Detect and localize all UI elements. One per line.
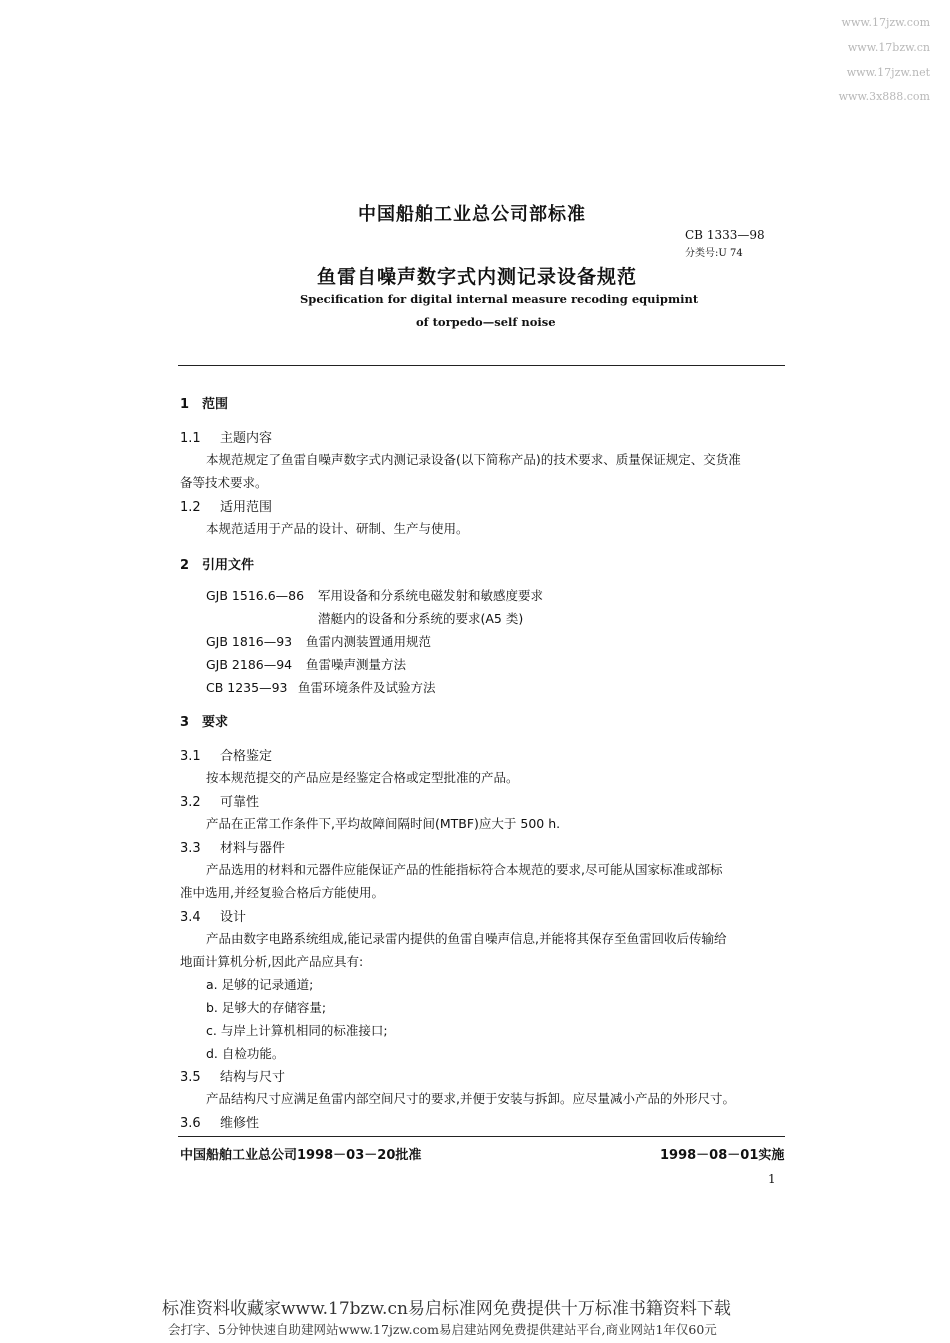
promo-banner: 标准资料收藏家www.17bzw.cn易启标准网免费提供十万标准书籍资料下载: [162, 1299, 731, 1319]
section-heading: [180, 711, 228, 730]
watermark-url: www.17bzw.cn: [847, 41, 930, 54]
page-number: 1: [768, 1172, 776, 1186]
promo-banner-secondary: 会打字、5分钟快速自助建网站www.17jzw.com易启建站网免费提供建站平台,商业网站1年仅60元: [168, 1322, 717, 1337]
reference-item: [318, 609, 523, 627]
subsection-heading: [180, 427, 272, 446]
subsection-title: 材料与器件: [220, 841, 286, 856]
subsection-number: 3.4: [180, 910, 201, 925]
subsection-title: 维修性: [220, 1116, 260, 1131]
section-heading: [180, 393, 228, 412]
subsection-heading: [180, 1066, 285, 1085]
section-title: 引用文件: [202, 558, 255, 573]
document-title-en-line2: of torpedo—self noise: [416, 315, 556, 329]
paragraph: 产品在正常工作条件下,平均故障间隔时间(MTBF)应大于 500 h.: [206, 816, 561, 831]
paragraph: 本规范适用于产品的设计、研制、生产与使用。: [206, 521, 469, 536]
reference-title: 鱼雷噪声测量方法: [306, 657, 407, 672]
subsection-number: 3.6: [180, 1116, 201, 1131]
section-number: 2: [180, 558, 190, 573]
section-number: 3: [180, 715, 190, 730]
reference-code: GJB 2186—94: [206, 657, 293, 672]
header-rule: [178, 365, 785, 366]
reference-item: [206, 632, 431, 650]
subsection-number: 3.1: [180, 749, 201, 764]
subsection-title: 结构与尺寸: [220, 1070, 286, 1085]
subsection-heading: [180, 496, 272, 515]
subsection-number: 3.2: [180, 795, 201, 810]
reference-code: GJB 1816—93: [206, 634, 293, 649]
section-title: 要求: [202, 715, 229, 730]
subsection-heading: [180, 906, 246, 925]
subsection-heading: [180, 745, 272, 764]
subsection-title: 合格鉴定: [220, 749, 273, 764]
paragraph: 按本规范提交的产品应是经鉴定合格或定型批准的产品。: [206, 770, 519, 785]
watermark-url: www.3x888.com: [838, 90, 930, 103]
reference-item: [206, 655, 406, 673]
list-item: d. 自检功能。: [206, 1046, 285, 1061]
issuing-organization: 中国船舶工业总公司部标准: [358, 204, 586, 225]
subsection-heading: [180, 791, 259, 810]
section-title: 范围: [202, 397, 229, 412]
reference-title: 军用设备和分系统电磁发射和敏感度要求: [318, 588, 544, 603]
subsection-number: 1.1: [180, 431, 201, 446]
subsection-title: 可靠性: [220, 795, 260, 810]
classification-code: 分类号:U 74: [685, 248, 743, 259]
standard-code: CB 1333—98: [685, 228, 765, 242]
reference-title: 鱼雷内测装置通用规范: [306, 634, 432, 649]
reference-item: [206, 586, 543, 604]
watermark-url: www.17jzw.com: [841, 16, 930, 29]
section-number: 1: [180, 397, 190, 412]
subsection-heading: [180, 1112, 259, 1131]
subsection-number: 3.3: [180, 841, 201, 856]
document-title-en: Specification for digital internal measure recoding equipmint: [300, 292, 699, 306]
footer-rule: [178, 1136, 785, 1137]
paragraph: 地面计算机分析,因此产品应具有:: [180, 954, 364, 969]
subsection-title: 主题内容: [220, 431, 273, 446]
list-item: b. 足够大的存储容量;: [206, 1000, 327, 1015]
paragraph: 产品选用的材料和元器件应能保证产品的性能指标符合本规范的要求,尽可能从国家标准或部标: [206, 862, 723, 877]
list-item: a. 足够的记录通道;: [206, 977, 314, 992]
reference-code: GJB 1516.6—86: [206, 588, 305, 603]
approval-date: 中国船舶工业总公司1998－03－20批准: [180, 1148, 422, 1163]
subsection-heading: [180, 837, 285, 856]
subsection-title: 设计: [220, 910, 247, 925]
paragraph: 产品结构尺寸应满足鱼雷内部空间尺寸的要求,并便于安装与拆卸。应尽量减小产品的外形尺寸。: [206, 1091, 735, 1106]
subsection-number: 1.2: [180, 500, 201, 515]
subsection-title: 适用范围: [220, 500, 273, 515]
reference-code: CB 1235—93: [206, 680, 288, 695]
watermark-url: www.17jzw.net: [846, 66, 930, 79]
reference-title: 鱼雷环境条件及试验方法: [298, 680, 436, 695]
paragraph: 准中选用,并经复验合格后方能使用。: [180, 885, 384, 900]
implementation-date: 1998－08－01实施: [660, 1148, 785, 1163]
paragraph: 本规范规定了鱼雷自噪声数字式内测记录设备(以下简称产品)的技术要求、质量保证规定、交货准: [206, 452, 741, 467]
reference-item: [206, 678, 436, 696]
paragraph: 产品由数字电路系统组成,能记录雷内提供的鱼雷自噪声信息,并能将其保存至鱼雷回收后传输给: [206, 931, 727, 946]
subsection-number: 3.5: [180, 1070, 201, 1085]
document-title-cn: 鱼雷自噪声数字式内测记录设备规范: [317, 266, 638, 288]
paragraph: 备等技术要求。: [180, 475, 268, 490]
list-item: c. 与岸上计算机相同的标准接口;: [206, 1023, 388, 1038]
reference-title: 潜艇内的设备和分系统的要求(A5 类): [318, 611, 524, 626]
section-heading: [180, 554, 254, 573]
